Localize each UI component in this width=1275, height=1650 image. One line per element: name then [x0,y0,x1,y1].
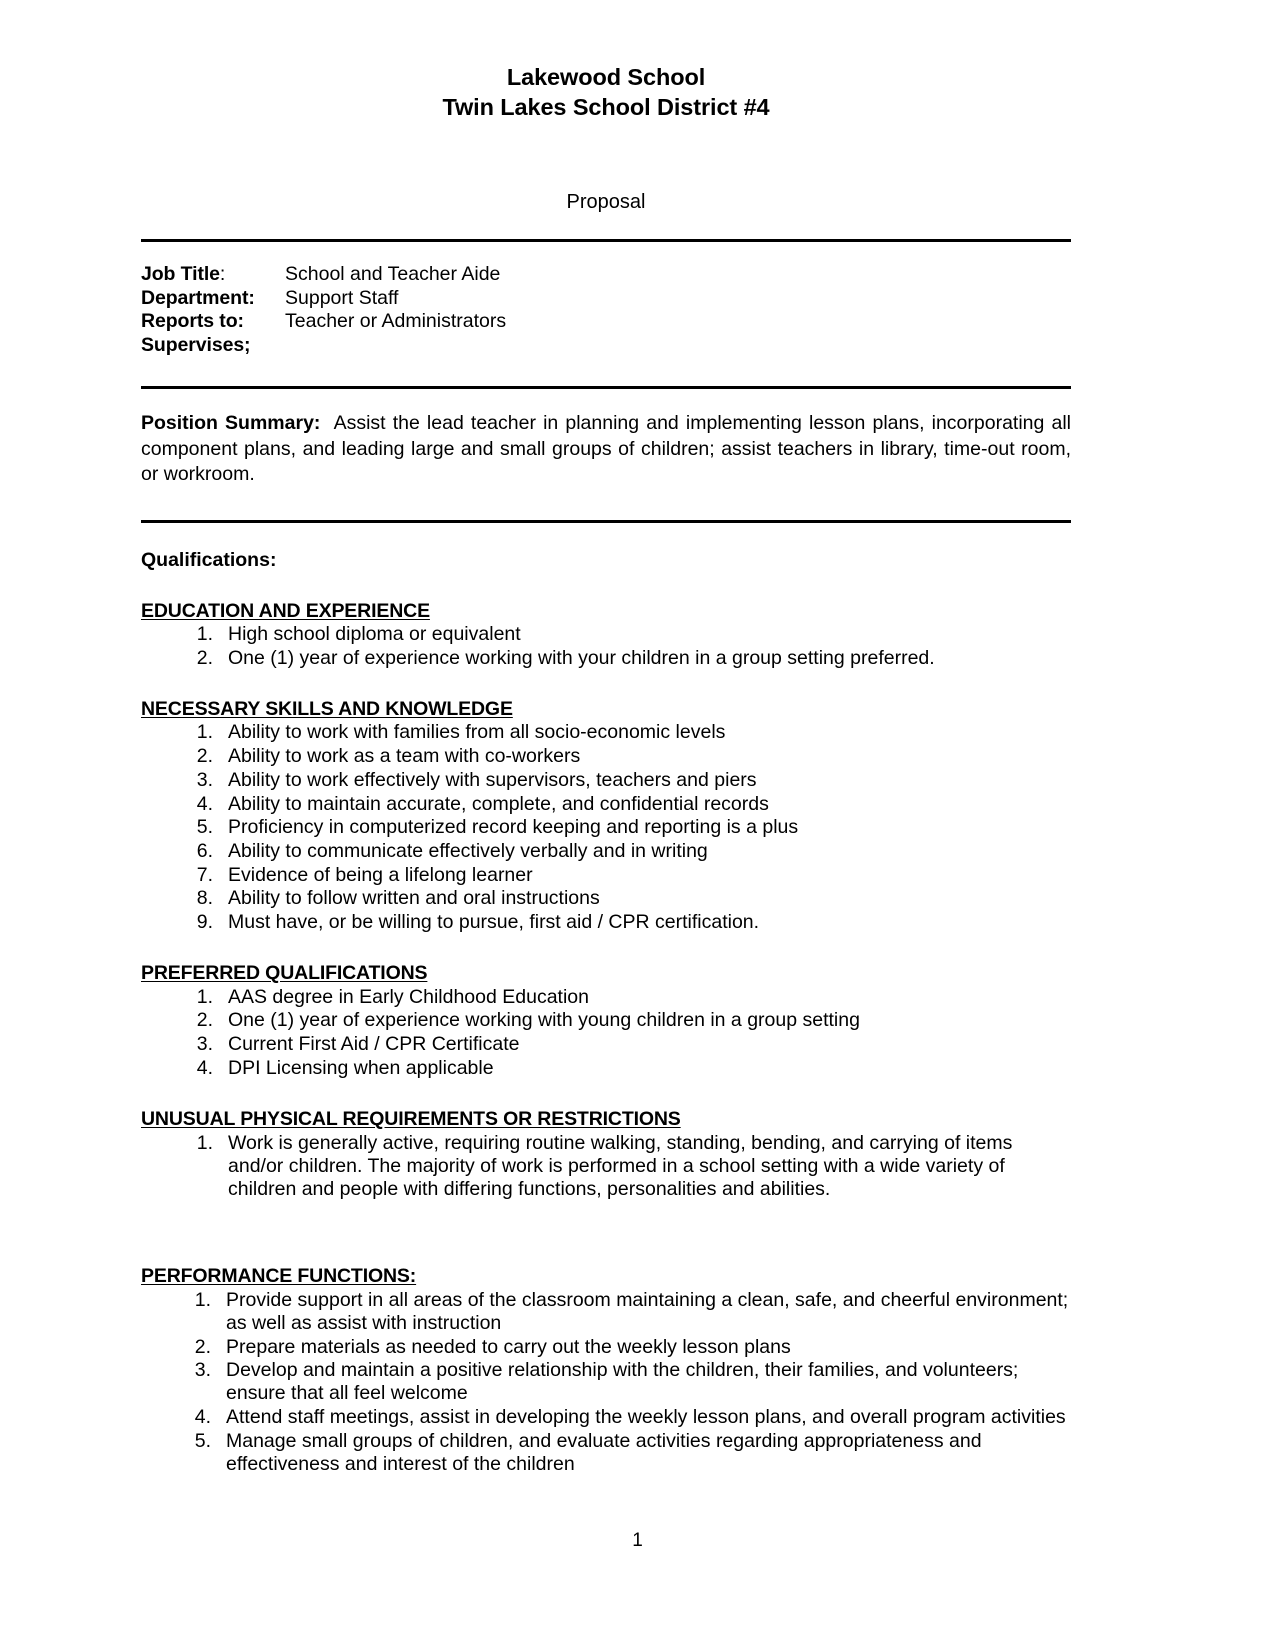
list-item-text: Ability to work as a team with co-workers [228,745,581,768]
list-item-text: Proficiency in computerized record keeping and reporting is a plus [228,816,799,839]
school-name: Lakewood School [506,64,706,90]
list-item-text: Ability to follow written and oral instructions [228,887,600,910]
list-item-number: 7. [196,863,213,886]
list-item-number: 4. [194,1406,211,1429]
section-spacer [141,1201,1071,1237]
list-item [141,1430,1071,1476]
meta-row-supervises [141,334,1071,358]
list-item-number: 2. [196,646,213,669]
list-item-text: Ability to maintain accurate, complete, and confidential records [228,792,769,815]
list-item [141,1359,1071,1405]
list-item-number: 1. [196,623,213,645]
meta-label-department: Department: [141,286,255,309]
meta-value-supervises [285,334,1071,358]
section-necessary-skills-and-knowledge [141,697,1071,934]
list-item [141,793,1071,816]
list-item-number: 2. [196,745,213,768]
list-item [141,1057,1071,1080]
position-summary-text: Assist the lead teacher in planning and implementing lesson plans, incorporating all component plans, and leading large and small groups of children; assist teachers in library, time-out room, or workroom. [141,412,1071,485]
section-item-list [141,721,1071,934]
list-item [141,1033,1071,1056]
section-item-list [141,1289,1071,1477]
list-item-number: 1. [194,1288,211,1311]
list-item-text: High school diploma or equivalent [228,623,521,645]
meta-value-department: Support Staff [285,286,399,309]
meta-row-reports-to [141,310,1071,334]
list-item [141,721,1071,744]
list-item-text: Develop and maintain a positive relationship with the children, their families, and volunteers; ensure that all feel welcome [226,1359,1019,1405]
section-item-list [141,623,1071,670]
list-item-number: 8. [196,887,213,910]
section-heading: PERFORMANCE FUNCTIONS: [141,1265,417,1288]
meta-label-reports-to: Reports to: [141,310,244,332]
list-item-text: Manage small groups of children, and evaluate activities regarding appropriateness and effectiveness and interest of the children [226,1429,982,1476]
list-item-text: Must have, or be willing to pursue, first aid / CPR certification. [228,911,760,934]
section-heading: UNUSUAL PHYSICAL REQUIREMENTS OR RESTRICTIONS [141,1108,681,1131]
divider-bottom [141,520,1071,523]
list-item-text: Current First Aid / CPR Certificate [228,1033,520,1056]
list-item-text: Prepare materials as needed to carry out the weekly lesson plans [226,1335,791,1358]
page-number: 1 [632,1530,643,1551]
list-item [141,1336,1071,1359]
list-item-text: DPI Licensing when applicable [228,1056,494,1079]
list-item-number: 4. [196,1056,213,1079]
section-heading: NECESSARY SKILLS AND KNOWLEDGE [141,697,513,720]
section-education-and-experience [141,599,1071,670]
list-item-text: Attend staff meetings, assist in developing the weekly lesson plans, and overall program activities [226,1406,1066,1429]
section-item-list [141,1132,1071,1202]
meta-label-text: Job Title [141,263,220,285]
list-item [141,864,1071,887]
list-item [141,911,1071,934]
list-item-text: Ability to work with families from all socio-economic levels [228,721,726,744]
section-performance-functions [141,1264,1071,1476]
document-header [141,0,1071,122]
list-item-text: AAS degree in Early Childhood Education [228,985,589,1008]
list-item [141,1406,1071,1429]
document-content [141,0,1071,1476]
list-item [141,840,1071,863]
meta-label-supervises: Supervises; [141,333,251,356]
list-item-text: Evidence of being a lifelong learner [228,863,533,886]
meta-value-job-title: School and Teacher Aide [285,263,501,285]
list-item-number: 3. [196,1033,213,1056]
divider-top [141,239,1071,242]
list-item [141,623,1071,646]
list-item-text: Provide support in all areas of the classroom maintaining a clean, safe, and cheerful environment; as well as assist with instruction [226,1288,1069,1334]
list-item [141,745,1071,768]
job-meta-block [141,263,1071,357]
meta-value-reports-to: Teacher or Administrators [285,310,507,332]
section-heading: EDUCATION AND EXPERIENCE [141,599,430,622]
list-item-text: One (1) year of experience working with your children in a group setting preferred. [228,646,935,669]
meta-row-job-title [141,263,1071,287]
list-item-text: Ability to work effectively with supervisors, teachers and piers [228,768,757,791]
qualifications-title: Qualifications: [141,548,277,571]
list-item-number: 1. [196,721,213,744]
position-summary [141,411,1071,488]
position-summary-label: Position Summary: [141,412,321,434]
list-item-number: 3. [194,1359,211,1382]
list-item [141,1289,1071,1335]
list-item-number: 5. [196,816,213,839]
meta-row-department [141,287,1071,311]
list-item [141,769,1071,792]
list-item-number: 6. [196,839,213,862]
divider-middle [141,386,1071,389]
list-item-number: 2. [194,1335,211,1358]
list-item-text: Work is generally active, requiring routine walking, standing, bending, and carrying of items and/or children. The majority of work is performed in a school setting with a wide variety of children and people with differing functions, personalities and abilities. [228,1131,1013,1200]
list-item-number: 3. [196,768,213,791]
list-item [141,887,1071,910]
list-item [141,647,1071,670]
list-item-text: One (1) year of experience working with young children in a group setting [228,1009,860,1032]
list-item-text: Ability to communicate effectively verbally and in writing [228,839,708,862]
list-item-number: 1. [196,1131,213,1154]
list-item [141,1009,1071,1032]
list-item [141,816,1071,839]
meta-label-job-title [141,263,285,287]
list-item-number: 1. [196,985,213,1008]
list-item [141,986,1071,1009]
section-preferred-qualifications [141,961,1071,1080]
list-item-number: 9. [196,911,213,934]
section-heading: PREFERRED QUALIFICATIONS [141,962,428,985]
section-item-list [141,986,1071,1080]
list-item-number: 4. [196,792,213,815]
list-item [141,1132,1071,1202]
list-item-number: 5. [194,1429,211,1452]
meta-label-colon: : [219,263,226,285]
list-item-number: 2. [196,1009,213,1032]
document-type-label: Proposal [566,191,646,213]
district-name: Twin Lakes School District #4 [442,94,770,120]
section-unusual-physical-requirements [141,1107,1071,1201]
